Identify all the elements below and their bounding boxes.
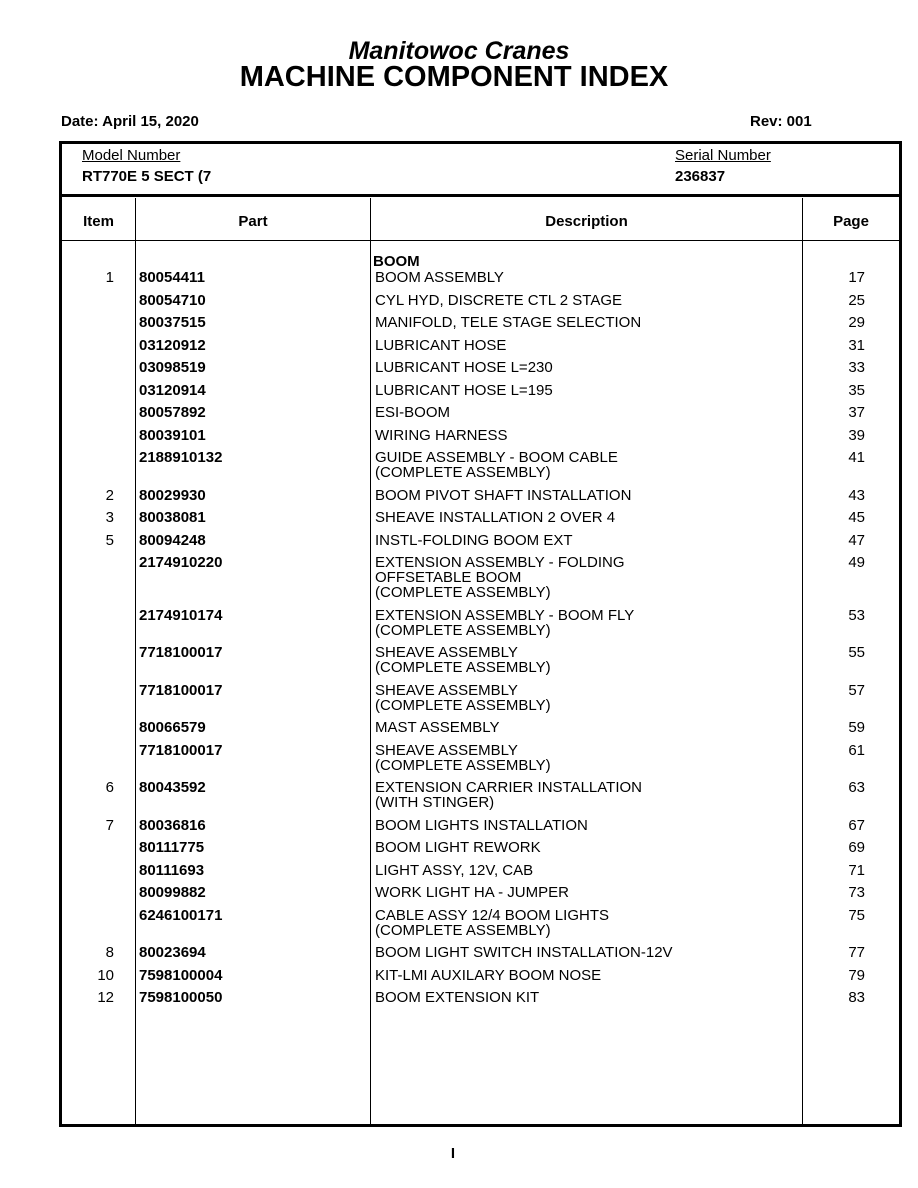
row-part-number: 80111693 bbox=[139, 861, 205, 879]
row-description-line: (COMPLETE ASSEMBLY) bbox=[375, 464, 551, 481]
row-description bbox=[375, 840, 795, 855]
company-name: Manitowoc Cranes bbox=[348, 37, 570, 65]
column-header-page: Page bbox=[833, 213, 869, 230]
row-part-number: 2174910220 bbox=[139, 554, 223, 571]
row-item-number: 5 bbox=[105, 531, 114, 549]
row-page-number: 83 bbox=[848, 989, 865, 1006]
table-row bbox=[62, 945, 899, 968]
row-part-number: 2188910132 bbox=[139, 449, 223, 466]
table-row bbox=[62, 720, 899, 743]
row-description bbox=[375, 683, 795, 713]
table-row bbox=[62, 743, 899, 781]
row-description-line: KIT-LMI AUXILARY BOOM NOSE bbox=[375, 966, 602, 984]
row-page-number: 53 bbox=[848, 606, 865, 624]
section-title-boom: BOOM bbox=[373, 253, 420, 270]
table-row bbox=[62, 383, 899, 406]
row-page-number: 45 bbox=[848, 509, 865, 526]
info-divider bbox=[62, 194, 899, 197]
table-row bbox=[62, 510, 899, 533]
table-row bbox=[62, 533, 899, 556]
header-divider bbox=[62, 240, 899, 241]
row-part-number: 7718100017 bbox=[139, 644, 223, 661]
row-description-line: LUBRICANT HOSE L=230 bbox=[375, 359, 553, 376]
row-description bbox=[375, 270, 795, 285]
row-page-number: 73 bbox=[848, 884, 865, 901]
model-number-label: Model Number bbox=[82, 147, 181, 164]
row-description-line: CABLE ASSY 12/4 BOOM LIGHTS bbox=[375, 906, 609, 924]
table-row bbox=[62, 840, 899, 863]
row-item-number: 6 bbox=[105, 779, 114, 796]
row-page-number: 49 bbox=[848, 554, 865, 571]
row-page-number: 69 bbox=[848, 839, 865, 856]
row-description bbox=[375, 908, 795, 938]
row-description-line: (COMPLETE ASSEMBLY) bbox=[375, 756, 551, 774]
document-title: MACHINE COMPONENT INDEX bbox=[239, 61, 669, 93]
row-description bbox=[375, 533, 795, 548]
row-part-number: 80054710 bbox=[139, 291, 206, 309]
row-description-line: BOOM ASSEMBLY bbox=[375, 269, 504, 286]
table-row bbox=[62, 293, 899, 316]
row-description-line: LUBRICANT HOSE L=195 bbox=[375, 381, 553, 399]
row-description-line: (COMPLETE ASSEMBLY) bbox=[375, 921, 551, 939]
row-part-number: 7598100050 bbox=[139, 989, 223, 1006]
table-row bbox=[62, 645, 899, 683]
column-header-item: Item bbox=[83, 213, 114, 230]
row-description-line: BOOM EXTENSION KIT bbox=[375, 989, 540, 1006]
row-description bbox=[375, 338, 795, 353]
row-description-line: (COMPLETE ASSEMBLY) bbox=[375, 584, 551, 601]
row-description-line: BOOM PIVOT SHAFT INSTALLATION bbox=[375, 486, 632, 504]
model-number-value: RT770E 5 SECT (7 bbox=[82, 168, 212, 185]
table-row bbox=[62, 863, 899, 886]
row-description-line: EXTENSION ASSEMBLY - BOOM FLY bbox=[375, 606, 635, 624]
row-part-number: 80029930 bbox=[139, 486, 206, 504]
table-row bbox=[62, 488, 899, 511]
row-part-number: 7718100017 bbox=[139, 741, 223, 759]
row-part-number: 80038081 bbox=[139, 509, 206, 526]
row-page-number: 29 bbox=[848, 314, 865, 331]
row-description-line: (COMPLETE ASSEMBLY) bbox=[375, 621, 551, 639]
revision-label: Rev: 001 bbox=[750, 113, 812, 130]
row-part-number: 03120912 bbox=[139, 336, 206, 354]
row-description-line: CYL HYD, DISCRETE CTL 2 STAGE bbox=[375, 291, 622, 309]
row-part-number: 80036816 bbox=[139, 816, 206, 834]
row-page-number: 35 bbox=[848, 381, 865, 399]
row-item-number: 2 bbox=[105, 486, 114, 504]
row-part-number: 80066579 bbox=[139, 719, 206, 736]
component-index-table bbox=[59, 141, 902, 1127]
row-page-number: 31 bbox=[848, 336, 865, 354]
serial-number-value: 236837 bbox=[675, 168, 726, 185]
row-description-line: ESI-BOOM bbox=[375, 404, 451, 421]
row-part-number: 80043592 bbox=[139, 779, 206, 796]
row-description bbox=[375, 818, 795, 833]
row-part-number: 80057892 bbox=[139, 404, 206, 421]
row-page-number: 33 bbox=[848, 359, 865, 376]
row-description-line: WORK LIGHT HA - JUMPER bbox=[375, 884, 569, 901]
row-description-line: WIRING HARNESS bbox=[375, 426, 508, 444]
row-page-number: 79 bbox=[848, 966, 865, 984]
row-description bbox=[375, 360, 795, 375]
row-page-number: 71 bbox=[848, 861, 865, 879]
row-description bbox=[375, 383, 795, 398]
row-description-line: LIGHT ASSY, 12V, CAB bbox=[375, 861, 534, 879]
row-page-number: 37 bbox=[848, 404, 865, 421]
row-page-number: 41 bbox=[848, 449, 865, 466]
row-item-number: 3 bbox=[105, 509, 114, 526]
table-row bbox=[62, 968, 899, 991]
column-header-part: Part bbox=[238, 213, 268, 230]
table-row bbox=[62, 270, 899, 293]
row-part-number: 80111775 bbox=[139, 839, 205, 856]
row-description bbox=[375, 885, 795, 900]
row-description bbox=[375, 315, 795, 330]
table-row bbox=[62, 908, 899, 946]
row-description-line: BOOM LIGHT SWITCH INSTALLATION-12V bbox=[375, 944, 673, 961]
row-description bbox=[375, 863, 795, 878]
row-description-line: (COMPLETE ASSEMBLY) bbox=[375, 696, 551, 714]
page-number: I bbox=[450, 1145, 456, 1162]
row-item-number: 10 bbox=[97, 966, 114, 984]
row-description bbox=[375, 608, 795, 638]
table-row bbox=[62, 428, 899, 451]
row-page-number: 61 bbox=[848, 741, 865, 759]
row-page-number: 59 bbox=[848, 719, 865, 736]
table-row bbox=[62, 990, 899, 1013]
row-part-number: 80039101 bbox=[139, 426, 206, 444]
row-page-number: 25 bbox=[848, 291, 865, 309]
serial-number-label: Serial Number bbox=[675, 147, 771, 164]
table-row bbox=[62, 818, 899, 841]
row-description-line: SHEAVE ASSEMBLY bbox=[375, 644, 518, 661]
row-page-number: 75 bbox=[848, 906, 865, 924]
row-description bbox=[375, 990, 795, 1005]
row-page-number: 77 bbox=[848, 944, 865, 961]
table-row bbox=[62, 360, 899, 383]
table-row bbox=[62, 885, 899, 908]
row-description-line: EXTENSION CARRIER INSTALLATION bbox=[375, 779, 642, 796]
row-page-number: 57 bbox=[848, 681, 865, 699]
row-item-number: 8 bbox=[105, 944, 114, 961]
row-part-number: 80054411 bbox=[139, 269, 205, 286]
row-description-line: BOOM LIGHTS INSTALLATION bbox=[375, 816, 588, 834]
row-description bbox=[375, 428, 795, 443]
row-description bbox=[375, 968, 795, 983]
row-part-number: 6246100171 bbox=[139, 906, 223, 924]
row-description bbox=[375, 945, 795, 960]
row-description bbox=[375, 450, 795, 480]
row-description-line: EXTENSION ASSEMBLY - FOLDING bbox=[375, 554, 625, 571]
table-row bbox=[62, 405, 899, 428]
row-item-number: 12 bbox=[97, 989, 114, 1006]
row-description bbox=[375, 510, 795, 525]
table-row bbox=[62, 315, 899, 338]
row-description-line: MAST ASSEMBLY bbox=[375, 719, 500, 736]
row-description bbox=[375, 743, 795, 773]
table-row bbox=[62, 780, 899, 818]
row-page-number: 47 bbox=[848, 531, 865, 549]
table-row bbox=[62, 683, 899, 721]
row-part-number: 7718100017 bbox=[139, 681, 223, 699]
row-item-number: 1 bbox=[105, 269, 114, 286]
row-description-line: LUBRICANT HOSE bbox=[375, 336, 507, 354]
row-part-number: 80094248 bbox=[139, 531, 206, 549]
column-header-description: Description bbox=[545, 213, 628, 230]
row-description bbox=[375, 488, 795, 503]
row-description-line: GUIDE ASSEMBLY - BOOM CABLE bbox=[375, 449, 618, 466]
row-part-number: 80037515 bbox=[139, 314, 206, 331]
row-part-number: 2174910174 bbox=[139, 606, 223, 624]
table-body bbox=[62, 270, 899, 1013]
row-description-line: OFFSETABLE BOOM bbox=[375, 569, 522, 586]
row-page-number: 43 bbox=[848, 486, 865, 504]
row-description bbox=[375, 720, 795, 735]
row-description-line: BOOM LIGHT REWORK bbox=[375, 839, 541, 856]
row-item-number: 7 bbox=[105, 816, 114, 834]
row-description bbox=[375, 293, 795, 308]
row-description-line: (WITH STINGER) bbox=[375, 794, 495, 811]
date-label: Date: April 15, 2020 bbox=[61, 113, 199, 130]
row-description-line: SHEAVE ASSEMBLY bbox=[375, 741, 518, 759]
row-description-line: SHEAVE INSTALLATION 2 OVER 4 bbox=[375, 509, 616, 526]
row-part-number: 03120914 bbox=[139, 381, 206, 399]
table-row bbox=[62, 608, 899, 646]
row-page-number: 39 bbox=[848, 426, 865, 444]
row-part-number: 7598100004 bbox=[139, 966, 223, 984]
row-part-number: 03098519 bbox=[139, 359, 206, 376]
row-page-number: 67 bbox=[848, 816, 865, 834]
row-description bbox=[375, 405, 795, 420]
row-description-line: SHEAVE ASSEMBLY bbox=[375, 681, 518, 699]
table-row bbox=[62, 555, 899, 608]
row-page-number: 63 bbox=[848, 779, 865, 796]
table-row bbox=[62, 338, 899, 361]
row-page-number: 17 bbox=[848, 269, 865, 286]
row-description-line: (COMPLETE ASSEMBLY) bbox=[375, 659, 551, 676]
row-description bbox=[375, 780, 795, 810]
row-description bbox=[375, 645, 795, 675]
row-page-number: 55 bbox=[848, 644, 865, 661]
row-description-line: MANIFOLD, TELE STAGE SELECTION bbox=[375, 314, 642, 331]
row-description-line: INSTL-FOLDING BOOM EXT bbox=[375, 531, 573, 549]
row-description bbox=[375, 555, 795, 600]
row-part-number: 80099882 bbox=[139, 884, 206, 901]
table-row bbox=[62, 450, 899, 488]
row-part-number: 80023694 bbox=[139, 944, 206, 961]
